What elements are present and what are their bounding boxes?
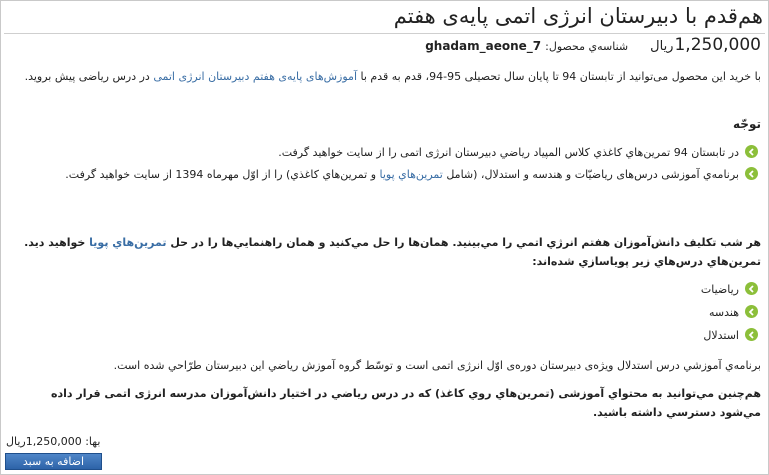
bottom-price-label: بها: — [85, 435, 101, 448]
bullet-icon — [745, 282, 758, 295]
title-divider — [4, 33, 765, 34]
bottom-price-amount: 1,250,000 — [25, 435, 82, 448]
page-title: هم‌قدم با دبیرستان انرژی اتمی پایه‌ی هفتم — [393, 4, 763, 28]
list-item — [6, 165, 761, 184]
subject-reasoning: استدلال — [703, 329, 739, 342]
note-heading: توجّه — [733, 117, 761, 131]
subject-math: رياضيات — [700, 283, 739, 296]
bullet-icon — [745, 167, 758, 180]
list-item — [6, 143, 761, 162]
weekly-text-1: هر شب تکلیف دانش‌آموزان هفتم انرژي اتمي را مي‌بينيد. همان‌ها را حل مي‌كنيد و همان راهنمايي‌ها را در حل — [166, 236, 761, 249]
subjects-list — [6, 280, 761, 345]
notes-list — [6, 143, 761, 184]
list-item — [6, 280, 761, 299]
note-text-2: و تمرين‌هاي كاغذي) را از اوّل مهرماه 1394 از سایت خواهید گرفت. — [65, 168, 380, 181]
note-text: در تابستان 94 تمرین‌هاي كاغذي كلاس المپياد رياضي دبیرستان انرژی اتمی را از سایت خواهید گرفت. — [278, 146, 739, 159]
intro-text-1: با خرید این محصول می‌توانید از تابستان 94 تا پایان سال تحصیلی 95-94، قدم به قدم با — [357, 70, 761, 83]
list-item — [6, 326, 761, 345]
product-id: ghadam_aeone_7 — [425, 39, 542, 53]
bottom-price-currency: ریال — [6, 435, 26, 448]
list-item — [6, 303, 761, 322]
intro-text-2: در درس ریاضی پیش بروید. — [24, 70, 154, 83]
intro-paragraph — [6, 67, 761, 86]
price-currency: ریال — [650, 39, 674, 54]
program-paragraph: برنامه‌ي آموزشي درس استدلال ويژه‌ی دبیرستان دوره‌ی اوّل انرژی اتمی است و توسّط گروه آموزش رياضي اين دبیرستان طرّاحي شده است. — [113, 359, 761, 372]
weekly-link[interactable]: تمرين‌هاي پويا — [89, 236, 167, 249]
dynamic-exercises-link[interactable]: تمرين‌هاي پويا — [379, 168, 443, 181]
bullet-icon — [745, 145, 758, 158]
bullet-icon — [745, 305, 758, 318]
product-id-label: شناسه‌ي محصول: — [545, 40, 629, 53]
bottom-price — [6, 435, 100, 448]
price-amount: 1,250,000 — [674, 35, 761, 55]
weekly-text-2: خواهید دید. تمرين‌هاي درس‌هاي زير پوياسازي شده‌اند: — [24, 236, 761, 268]
product-meta — [425, 35, 761, 55]
note-text-1: برنامه‌ي آموزشی درس‌های رياضیّات و هندسه و استدلال، (شامل — [442, 168, 739, 181]
weekly-paragraph — [6, 233, 761, 271]
intro-link[interactable]: آموزش‌های پایه‌ی هفتم دبیرستان انرژی اتمی — [153, 70, 357, 83]
subject-geometry: هندسه — [708, 306, 739, 319]
bullet-icon — [745, 328, 758, 341]
paper-content-paragraph: هم‌چنين مي‌توانيد به محتواي آموزشی (تمرين‌هاي روي كاغذ) كه در درس رياضي در اختيار دانش‌آموزان مدرسه انرژی اتمی قرار داده مي‌شود دسترسي داشته باشيد. — [51, 387, 761, 419]
add-to-cart-button[interactable]: اضافه به سبد — [5, 453, 102, 470]
